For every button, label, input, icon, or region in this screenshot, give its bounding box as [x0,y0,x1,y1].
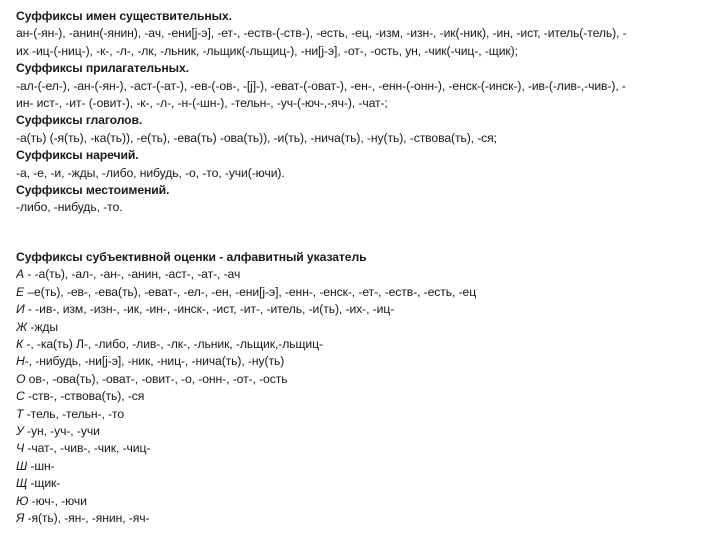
index-letter: Н [16,354,25,369]
document [16,8,710,527]
index-entry [16,388,710,405]
index-suffixes: -юч-, -ючи [28,493,87,508]
index-entry [16,510,710,527]
index-suffixes: -чат-, -чив-, -чик, -чиц- [24,441,151,456]
index-entry [16,284,710,301]
index-suffixes: - -ив-, изм, -изн-, -ик, -ин-, -инск-, -ист, -ит-, -итель, -и(ть), -их-, -иц- [24,302,395,317]
index-entry [16,301,710,318]
index-entry [16,458,710,475]
adverbs-suffixes-line: -а, -е, -и, -жды, -либо, нибудь, -о, -то, -учи(-ючи). [16,165,285,180]
index-letter: Ю [16,493,29,508]
index-letter: Е [16,284,25,299]
index-suffixes: - -а(ть), -ал-, -ан-, -анин, -аст-, -ат-, -ач [24,267,241,282]
adjectives-suffixes-line-1: -ал-(-ел-), -ан-(-ян-), -аст-(-ат-), -ев-(-ов-, -[j]-), -еват-(-оват-), -ен-, -енн-(-онн-), -енск-(-инск-), -ив-(-лив-,-чив-), - [16,78,626,93]
index-entry [16,266,710,283]
index-letter: С [16,389,25,404]
pronouns-heading: Суффиксы местоимений. [16,183,170,198]
verbs-suffixes-line: -а(ть) (-я(ть), -ка(ть)), -е(ть), -ева(ть) -ова(ть)), -и(ть), -нича(ть), -ну(ть), -ствова(ть), -ся; [16,130,497,145]
adverbs-heading: Суффиксы наречий. [16,148,139,163]
index-letter: Ч [16,441,25,456]
index-entry [16,353,710,370]
index-letter: У [16,423,24,438]
index-letter: А [16,267,25,282]
index-suffixes: ов-, -ова(ть), -оват-, -овит-, -о, -онн-, -от-, -ость [25,371,288,386]
index-suffixes: -, -нибудь, -ни[j-э], -ник, -ниц-, -нича(ть), -ну(ть) [24,354,285,369]
index-suffixes: -ств-, -ствова(ть), -ся [24,389,145,404]
index-heading: Суффиксы субъективной оценки - алфавитный указатель [16,249,367,264]
index-letter: К [16,336,24,351]
index-entry [16,475,710,492]
index-letter: Я [16,510,25,525]
nouns-heading: Суффиксы имен существительных. [16,9,232,23]
index-letter: О [16,371,26,386]
index-suffixes: -, -ка(ть) Л-, -либо, -лив-, -лк-, -льник, -льщик,-льщиц- [23,336,323,351]
index-letter: Ш [16,458,28,473]
index-letter: Щ [16,476,28,491]
alphabetical-index [16,266,710,527]
index-entry [16,440,710,457]
index-entry [16,423,710,440]
nouns-suffixes-line-2: их -иц-(-ниц-), -к-, -л-, -лк, -льник, -льщик(-льщиц-), -ни[j-э], -от-, -ость, ун, -чик(-чиц-, -щик); [16,43,518,58]
index-suffixes: -шн- [27,458,55,473]
verbs-heading: Суффиксы глаголов. [16,113,143,128]
index-suffixes: -ун, -уч-, -учи [23,423,100,438]
index-entry [16,319,710,336]
index-suffixes: -щик- [27,476,61,491]
index-entry [16,406,710,423]
adjectives-suffixes-line-2: ин- ист-, -ит- (-овит-), -к-, -л-, -н-(-шн-), -тельн-, -уч-(-юч-,-яч-), -чат-; [16,96,388,111]
pronouns-suffixes-line: -либо, -нибудь, -то. [16,200,123,215]
index-entry [16,371,710,388]
index-suffixes: -я(ть), -ян-, -янин, -яч- [24,510,150,525]
index-letter: И [16,302,25,317]
index-suffixes: –е(ть), -ев-, -ева(ть), -еват-, -ел-, -ен, -ени[j-э], -енн-, -енск-, -ет-, -еств-, -есть, -ец [24,284,477,299]
index-suffixes: -жды [27,319,59,334]
index-entry [16,493,710,510]
nouns-suffixes-line-1: ан-(-ян-), -анин(-янин), -ач, -ени[j-э], -ет-, -еств-(-ств-), -есть, -ец, -изм, -изн-, -ик(-ник), -ин, -ист, -итель(-тель), - [16,26,627,41]
index-entry [16,336,710,353]
index-letter: Т [16,406,24,421]
adjectives-heading: Суффиксы прилагательных. [16,61,189,76]
index-letter: Ж [16,319,28,334]
index-suffixes: -тель, -тельн-, -то [23,406,125,421]
section-spacer [16,217,710,249]
